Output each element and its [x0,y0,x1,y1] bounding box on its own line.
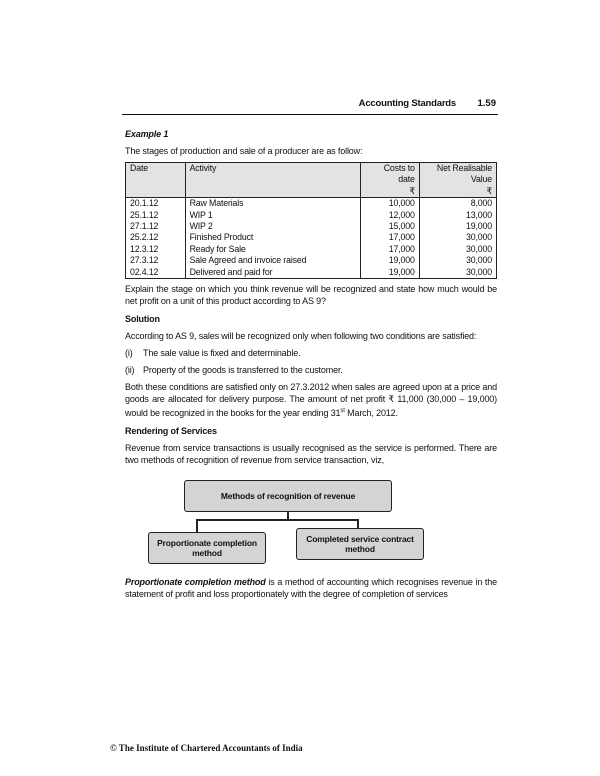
methods-diagram [125,474,497,570]
example-question: Explain the stage on which you think revenue will be recognized and state how much would be net profit on a unit of this product according to AS 9? [125,284,497,307]
chapter-title: Accounting Standards [358,98,456,109]
table-row: 25.2.12 Finished Product 17,000 30,000 [126,232,497,243]
connector-line [196,519,358,521]
example-intro: The stages of production and sale of a producer are as follow: [125,146,363,156]
diagram-root-box: Methods of recognition of revenue [184,480,392,512]
solution-intro: According to AS 9, sales will be recognized only when following two conditions are satisfied: [125,331,477,342]
solution-heading: Solution [125,314,160,325]
services-heading: Rendering of Services [125,426,217,437]
diagram-proportionate-box: Proportionate completion method [148,532,266,564]
copyright-footer: © The Institute of Chartered Accountants of India [110,743,303,753]
table-row: 27.1.12 WIP 2 15,000 19,000 [126,221,497,232]
connector-line [196,519,198,532]
condition-item: (i) The sale value is fixed and determinable. [125,348,301,359]
page-number: 1.59 [477,98,496,109]
table-row: 20.1.12 Raw Materials 10,000 8,000 [126,198,497,210]
connector-line [357,519,359,528]
page-body [125,128,497,605]
col-date: Date [126,163,186,198]
table-row: 12.3.12 Ready for Sale 17,000 30,000 [126,244,497,255]
table-row: 25.1.12 WIP 1 12,000 13,000 [126,210,497,221]
col-activity: Activity [185,163,361,198]
production-stages-table [125,162,497,279]
col-costs-to-date: Costs to date ₹ [361,163,420,198]
col-net-realisable-value: Net Realisable Value ₹ [419,163,496,198]
table-row: 02.4.12 Delivered and paid for 19,000 30,000 [126,267,497,279]
solution-conclusion: Both these conditions are satisfied only on 27.3.2012 when sales are agreed upon at a price and goods are allocated for delivery purpose. The amount of net profit ₹ 11,000 (30,000 – 19,000) would be recognized in the books for the year ending 31st March, 2012. [125,382,497,419]
running-header [122,96,498,115]
example-title: Example 1 [125,129,169,139]
table-header-row [126,163,497,198]
rupee-icon: ₹ [409,185,415,196]
diagram-completed-contract-box: Completed service contract method [296,528,424,560]
rupee-icon: ₹ [486,185,492,196]
services-intro: Revenue from service transactions is usually recognised as the service is performed. There are two methods of recognition of revenue from service transaction, viz, [125,443,497,466]
proportionate-paragraph: Proportionate completion method is a method of accounting which recognises revenue in the statement of profit and loss proportionately with the degree of completion of services [125,577,497,600]
condition-item: (ii) Property of the goods is transferred to the customer. [125,365,343,376]
table-row: 27.3.12 Sale Agreed and invoice raised 19,000 30,000 [126,255,497,266]
